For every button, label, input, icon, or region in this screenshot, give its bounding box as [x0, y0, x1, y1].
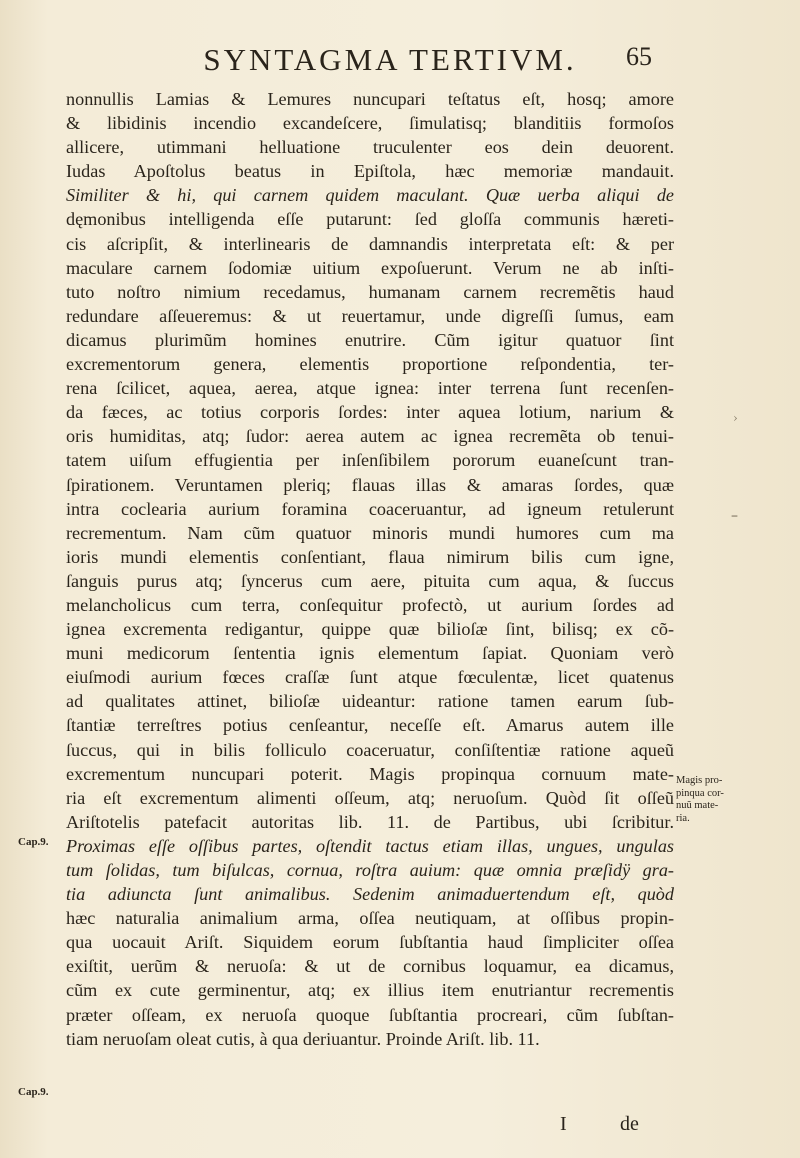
margin-note-line: ria.	[676, 812, 690, 824]
chapter-reference: Cap.9.	[18, 836, 49, 848]
text-line: dicamus plurimũm homines enutrire. Cũm igitur quatuor ſint	[66, 329, 674, 350]
body-text	[66, 87, 674, 1051]
text-line: allicere, utimmani helluatione truculenter eos dein deuorent.	[66, 137, 674, 158]
text-line: melancholicus cum terra, conſequitur profectò, ut aurium ſordes ad	[66, 594, 674, 615]
text-line: ad qualitates attinet, bilioſæ uideantur: ratione tamen earum ſub-	[66, 691, 674, 712]
text-line: cũm ex cute germinentur, atq; ex illius item enutriantur recrementis	[66, 980, 674, 1001]
text-line: dęmonibus intelligenda eſſe putarunt: ſed gloſſa communis hæreti-	[66, 209, 674, 230]
text-line: Similiter & hi, qui carnem quidem maculant. Quæ uerba aliqui de	[66, 185, 674, 206]
margin-mark: ›	[733, 411, 738, 425]
text-line: ignea excrementa redigantur, quippe quæ bilioſæ ſint, bilisq; ex cõ-	[66, 619, 674, 640]
margin-note	[676, 775, 766, 825]
margin-note-line: Magis pro-	[676, 775, 723, 786]
text-line: excrementorum genera, elementis proportione reſpondentia, ter-	[66, 354, 674, 375]
margin-mark: –	[731, 508, 738, 524]
page-number: 65	[626, 42, 652, 71]
text-line: qua uocauit Ariſt. Siquidem eorum ſubſtantia haud ſimpliciter oſſea	[66, 932, 674, 953]
text-line: tuto noſtro nimium recedamus, humanam carnem recremẽtis haud	[66, 281, 674, 302]
text-line: maculare carnem ſodomiæ uitium expoſuerunt. Verum ne ab inſti-	[66, 257, 674, 278]
text-line: ſuccus, qui in bilis folliculo coaceruatur, conſiſtentiæ ratione aqueũ	[66, 739, 674, 760]
text-line: Ariſtotelis patefacit autoritas lib. 11. de Partibus, ubi ſcribitur.	[66, 811, 674, 832]
text-line: ſanguis purus atq; ſyncerus cum aere, pituita cum aqua, & ſuccus	[66, 570, 674, 591]
text-line: ria eſt excrementum alimenti oſſeum, atq; neruoſum. Quòd ſit oſſeũ	[66, 787, 674, 808]
text-line: cis aſcripſit, & interlinearis de damnandis interpretata eſt: & per	[66, 233, 674, 254]
text-line: tia adiuncta ſunt animalibus. Sedenim animaduertendum eſt, quòd	[66, 884, 674, 905]
signature-mark: I	[560, 1113, 567, 1135]
text-line: & libidinis incendio excandeſcere, ſimulatisq; blanditiis formoſos	[66, 113, 674, 134]
text-line: eiuſmodi aurium fœces craſſæ ſunt atque fœculentæ, licet quatenus	[66, 667, 674, 688]
text-line: muni medicorum ſententia ignis elementum ſapiat. Quoniam verò	[66, 643, 674, 664]
text-line: ſpirationem. Veruntamen pleriq; flauas illas & amaras ſordes, quæ	[66, 474, 674, 495]
text-line: rena ſcilicet, aquea, aerea, atque ignea: inter terrena ſunt recenſen-	[66, 378, 674, 399]
text-line: intra coclearia aurium foramina coaceruantur, ad igneum retulerunt	[66, 498, 674, 519]
text-line: ſtantiæ terreſtres potius cenſeantur, neceſſe eſt. Amarus autem ille	[66, 715, 674, 736]
chapter-reference: Cap.9.	[18, 1086, 49, 1098]
text-line: redundare aſſeueremus: & ut reuertamur, unde digreſſi ſumus, eam	[66, 305, 674, 326]
catchword: de	[620, 1113, 639, 1135]
margin-note-line: pinqua cor-	[676, 787, 724, 799]
text-line: Iudas Apoſtolus beatus in Epiſtola, hæc memoriæ mandauit.	[66, 161, 674, 182]
text-line: nonnullis Lamias & Lemures nuncupari teſtatus eſt, hosq; amore	[66, 89, 674, 109]
text-line: præter oſſeam, ex neruoſa quoque ſubſtantia procreari, cũm ſubſtan-	[66, 1004, 674, 1025]
running-head: SYNTAGMA TERTIVM.	[203, 42, 577, 77]
text-line: tatem uiſum effugientia per inſenſibilem pororum euaneſcunt tran-	[66, 450, 674, 471]
text-line: da fæces, ac totius corporis ſordes: inter aquea lotium, narium &	[66, 402, 674, 423]
text-line: hæc naturalia animalium arma, oſſea neutiquam, at oſſibus propin-	[66, 908, 674, 929]
text-line: oris humiditas, atq; ſudor: aerea autem ac ignea recremẽta ob tenui-	[66, 426, 674, 447]
text-line: exiſtit, uerũm & neruoſa: & ut de cornibus loquamur, ea dicamus,	[66, 956, 674, 977]
text-line: Proximas eſſe oſſibus partes, oſtendit tactus etiam illas, ungues, ungulas	[66, 835, 674, 856]
margin-note-line: nuũ mate-	[676, 800, 719, 811]
text-line: recrementum. Nam cũm quatuor minoris mundi humores cum ma	[66, 522, 674, 543]
text-line: ioris mundi elementis conſentiant, flaua nimirum bilis cum igne,	[66, 546, 674, 567]
text-line: excrementum nuncupari poterit. Magis propinqua cornuum mate-	[66, 763, 674, 784]
text-line: tiam neruoſam oleat cutis, à qua deriuantur. Proinde Ariſt. lib. 11.	[66, 1028, 540, 1049]
text-line: tum ſolidas, tum biſulcas, cornua, roſtra auium: quæ omnia præſidÿ gra-	[66, 860, 674, 880]
